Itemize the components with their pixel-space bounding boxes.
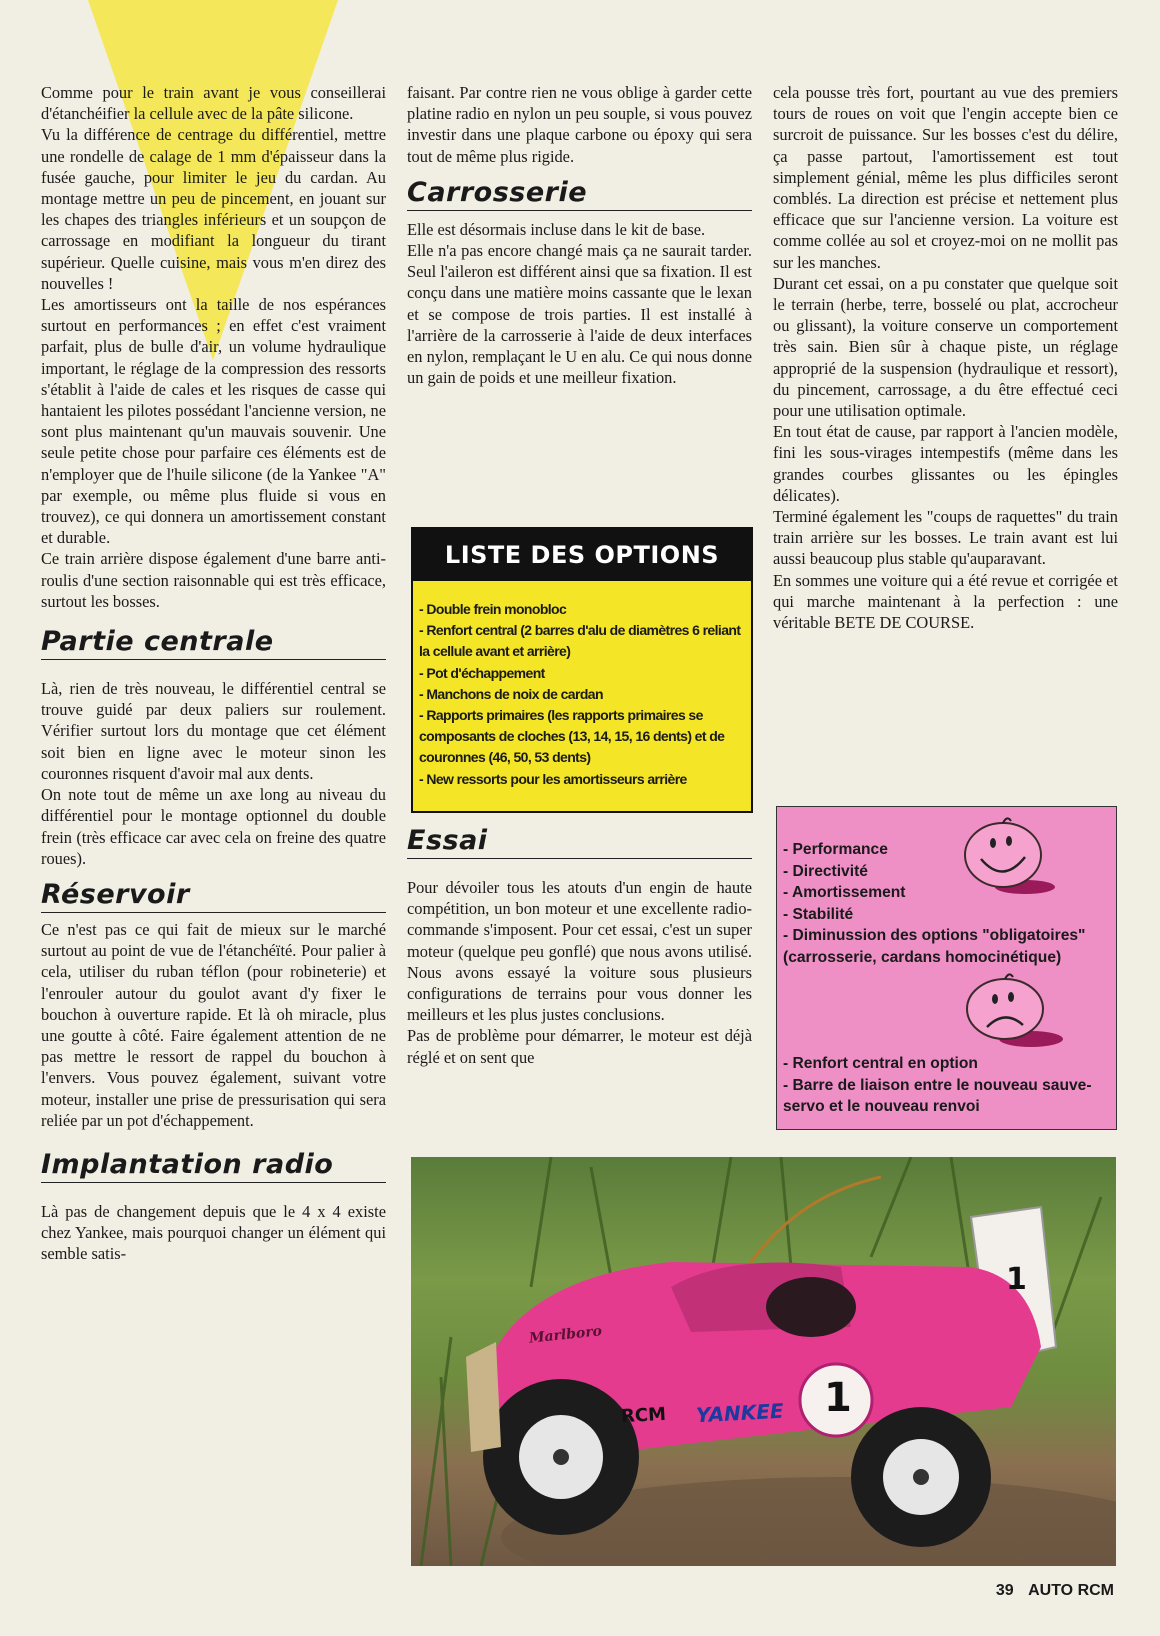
option-item: - Double frein monobloc	[419, 601, 567, 617]
brand-rcm-label: RCM	[620, 1403, 667, 1428]
heading-partie-centrale: Partie centrale	[41, 626, 386, 660]
paragraph: cela pousse très fort, pourtant au vue des premiers tours de roues on voit que l'engin accepte bien ce surcroit de puissance. Sur les bosses c'est du délire, ça passe partout, l'amortissement est tout simplement génial, même les plus difficiles seront comblés. La direction est précise et nettement plus efficace que sur l'ancienne version. La voiture est comme collée au sol et croyez-moi on ne mollit pas sur les manches.	[773, 83, 1118, 272]
verdict-minus-list	[783, 1053, 1113, 1118]
option-item: - Renfort central (2 barres d'alu de diamètres 6 reliant la cellule avant et arrière)	[419, 622, 741, 660]
heading-reservoir: Réservoir	[41, 879, 386, 913]
sad-face-icon	[953, 971, 1068, 1061]
options-box	[411, 527, 753, 813]
paragraph: Vu la différence de centrage du différentiel, mettre une rondelle de calage de 1 mm d'épaisseur dans la fusée gauche, pour limiter le jeu du cardan. Au montage mettre un peu de pincement, en jouant sur les chapes des triangles inférieurs et un soupçon de carrossage en modifiant la longueur du tirant supérieur. Quelle cuisine, mais vous m'en direz des nouvelles !	[41, 125, 386, 293]
paragraph: Elle n'a pas encore changé mais ça ne saurait tarder. Seul l'aileron est différent ainsi que sa fixation. Il est conçu dans une matière moins cassante que le lexan et se compose de trois parties. Il est installé à l'arrière de la carrosserie à l'aide de deux interfaces en nylon, remplaçant le U en alu. Ce qui nous donne un gain de poids et une meilleur fixation.	[407, 241, 752, 388]
paragraph: Comme pour le train avant je vous conseillerai d'étanchéifier la cellule avec de la pâte silicone.	[41, 83, 386, 124]
paragraph: Ce train arrière dispose également d'une barre anti-roulis d'une section raisonnable qui est très efficace, surtout les bosses.	[41, 549, 386, 611]
options-title: LISTE DES OPTIONS	[413, 529, 751, 581]
magazine-name: AUTO RCM	[1028, 1582, 1114, 1599]
paragraph: faisant. Par contre rien ne vous oblige à garder cette platine radio en nylon un peu souple, si vous pouvez investir dans une plaque carbone ou époxy qui sera tout de même plus rigide.	[407, 83, 752, 166]
paragraph: Durant cet essai, on a pu constater que quelque soit le terrain (herbe, terre, bosselé ou plat, accrocheur ou glissant), la voiture conserve un comportement très sain. Bien sûr à chaque piste, un réglage approprié de la suspension (hydraulique et ressort), du pincement, carrossage, a du être effectué ceci pour une utilisation optimale.	[773, 273, 1118, 421]
race-number: 1	[824, 1375, 852, 1421]
sponsor-marlboro-label: Marlboro	[528, 1323, 603, 1347]
option-item: - Rapports primaires (les rapports primaires se composants de cloches (13, 14, 15, 16 dents) et de couronnes (46, 50, 53 dents)	[419, 707, 725, 766]
heading-carrosserie: Carrosserie	[407, 177, 752, 211]
car-photo	[411, 1157, 1116, 1566]
paragraph: En sommes une voiture qui a été revue et corrigée et qui marche maintenant à la perfection : une véritable BETE DE COURSE.	[773, 570, 1118, 633]
page-footer	[996, 1582, 1114, 1600]
page-number: 39	[995, 1582, 1014, 1599]
options-list	[419, 599, 751, 790]
minus-item: - Renfort central en option	[783, 1055, 978, 1072]
heading-essai: Essai	[407, 825, 752, 859]
paragraph: Pas de problème pour démarrer, le moteur est déjà réglé et on sent que	[407, 1026, 752, 1067]
paragraph: Terminé également les "coups de raquettes" du train train arrière sur les bosses. Le train avant est lui aussi beaucoup plus stable qu'auparavant.	[773, 507, 1118, 569]
heading-implantation-radio: Implantation radio	[41, 1149, 386, 1183]
paragraph: En tout état de cause, par rapport à l'ancien modèle, fini les sous-virages intempestifs (même dans les grandes courbes glissantes ou les épingles délicates).	[773, 422, 1118, 505]
column-2-top	[407, 82, 752, 388]
minus-item: - Barre de liaison entre le nouveau sauve-servo et le nouveau renvoi	[783, 1076, 1092, 1115]
option-item: - New ressorts pour les amortisseurs arrière	[419, 770, 687, 787]
plus-item: - Directivité	[783, 862, 868, 880]
paragraph: Elle est désormais incluse dans le kit de base.	[407, 219, 706, 239]
column-3	[773, 82, 1118, 633]
paragraph: Ce n'est pas ce qui fait de mieux sur le marché surtout au point de vue de l'étanchéïté. Pour palier à cela, utiliser du ruban téflon (pour robineterie) et l'enrouler autour du goulot avant d'y fixer le bouchon à ouverture rapide. Et là oh miracle, plus une goutte à côté. Faire également attention de ne pas mettre le ressort de rappel du bouchon à l'envers. Vous pouvez également, suivant votre moteur, installer une prise de pressurisation qui sera reliée par un pot d'échappement.	[41, 919, 386, 1130]
option-item: - Pot d'échappement	[419, 664, 545, 681]
rc-buggy-illustration	[411, 1157, 1116, 1566]
option-item: - Manchons de noix de cardan	[419, 685, 603, 702]
verdict-plus-list	[783, 839, 1113, 968]
column-1	[41, 82, 386, 1265]
sponsor-yankee-label: YANKEE	[695, 1398, 785, 1428]
verdict-box	[776, 806, 1117, 1130]
plus-item: - Stabilité	[783, 905, 854, 923]
paragraph: On note tout de même un axe long au niveau du différentiel pour le montage optionnel du double frein (très efficace car avec cela on freine des quatre roues).	[41, 785, 386, 868]
column-2-essai	[407, 825, 752, 1068]
paragraph: Là, rien de très nouveau, le différentiel central se trouve guidé par deux paliers sur roulement. Vérifier surtout lors du montage que cet élément soit bien en ligne avec le moteur sinon les couronnes risquent d'avoir mal aux dents.	[41, 679, 386, 783]
plus-item: - Performance	[783, 841, 888, 858]
plus-item: - Diminussion des options "obligatoires" (carrosserie, cardans homocinétique)	[783, 927, 1086, 966]
paragraph: Là pas de changement depuis que le 4 x 4 existe chez Yankee, mais pourquoi changer un élément qui semble satis-	[41, 1201, 386, 1264]
happy-face-icon	[953, 813, 1063, 903]
plus-item: - Amortissement	[783, 884, 906, 901]
paragraph: Les amortisseurs ont la taille de nos espérances surtout en performances ; en effet c'est vraiment parfait, plus de bulle d'air, un volume hydraulique important, le réglage de la compression des ressorts s'établit à l'aide de cales et les risques de casse qui hantaient les pilotes possédant l'ancienne version, ne sont plus maintenant qu'un mauvais souvenir. Une seule petite chose pour parfaire ces éléments est de n'employer que de l'huile silicone (de la Yankee "A" par exemple, ou même plus fluide si vous en trouvez), ce qui donnera un amortissement constant et durable.	[41, 295, 386, 548]
wing-number: 1	[1006, 1262, 1027, 1297]
paragraph: Pour dévoiler tous les atouts d'un engin de haute compétition, un bon moteur et une excellente radio-commande s'imposent. Pour cet essai, c'est un super moteur (quelque peu gonflé) que nous avons utilisé. Nous avons essayé la voiture sous plusieurs configurations de terrains pour vous donner les meilleurs et les plus justes conclusions.	[407, 878, 752, 1025]
